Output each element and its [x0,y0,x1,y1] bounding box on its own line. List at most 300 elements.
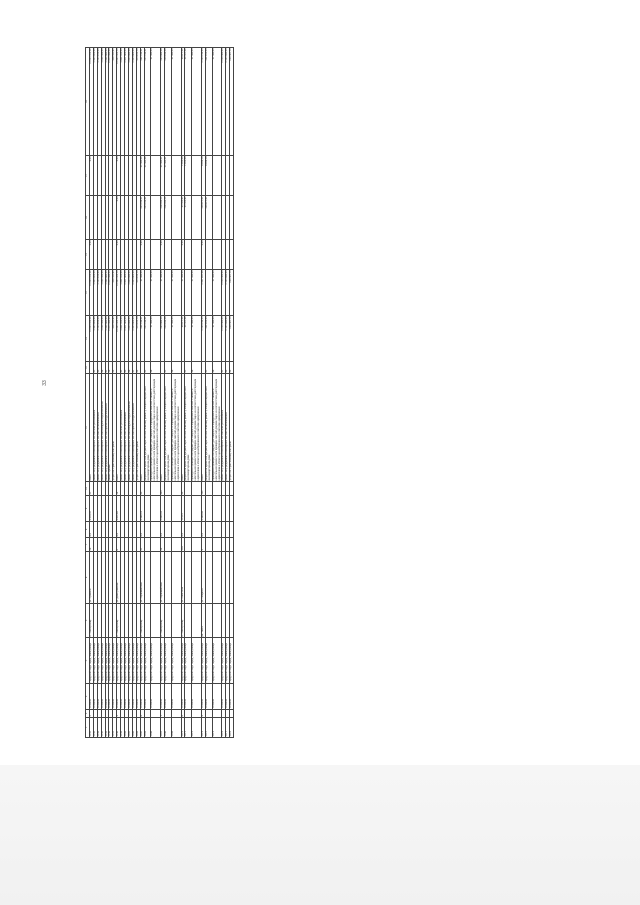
table-cell: Городской округ город Новокузнецк [97,638,101,684]
table-cell: Городской округ город Новокузнецк [89,638,93,684]
table-cell: 5 [202,538,206,552]
table-cell [230,496,234,522]
table-cell [144,496,151,522]
table-cell: 1 304 920,00 [93,48,97,156]
table-cell [165,496,172,522]
table-cell: Городской округ город Новокузнецк [165,638,172,684]
table-cell [212,604,222,638]
table-cell [212,496,222,522]
table-cell: 4 490 706,53 [202,48,206,156]
table-cell: 304 [161,482,165,496]
table-cell [192,710,202,718]
table-cell: 7705000 [151,684,161,710]
table-cell: 2 944 000,00 [109,316,113,362]
column-header: 9 [86,496,90,522]
table-cell: 57 460,00 [212,316,222,362]
table-cell: 11 933 443,20 [89,48,93,156]
table-cell: п. Новокузнецк [117,604,121,638]
table-cell [165,538,172,552]
table-cell [165,522,172,538]
table-cell: ул. Первомайская [161,552,165,604]
table-cell: 07 [105,362,109,374]
table-cell: 775,21 [181,496,185,522]
table-cell: 513 240,70 [136,316,140,362]
table-cell: 1757 [113,718,117,738]
table-cell: Городской округ город Новокузнецк [202,638,206,684]
table-cell [185,522,192,538]
table-cell: 7705000 [202,684,206,710]
table-cell: 1 154 240,00 [97,270,101,316]
table-cell: 06 [101,362,105,374]
table-cell [185,552,192,604]
table-cell: 11 933 443,20 [89,316,93,362]
table-cell: 1774 [205,718,212,738]
table-cell: 8,0 [117,522,121,538]
table-cell: 37 460,00 [171,316,181,362]
table-cell [205,552,212,604]
table-cell: 14 094 345,70 [117,270,121,316]
table-cell [212,240,222,270]
table-cell [144,538,151,552]
table-cell: услуги по строительному контролю [230,374,234,482]
table-cell: 29 [161,538,165,552]
table-cell: 7 [161,710,165,718]
table-cell [212,538,222,552]
table-cell: разработка проектной документации по капитальному ремонту общего имущества в многоквартирном доме [185,374,192,482]
table-cell: 4 025 820,00 [132,316,136,362]
table-cell: 57 460,00 [151,48,161,156]
table-cell [205,604,212,638]
table-cell [185,538,192,552]
table-cell [230,710,234,718]
table-cell: 513 240,70 [136,48,140,156]
table-cell: ремонт внутридомовых инженерных систем горячего водоснабжения [105,374,109,482]
table-cell: 5 611,83 [117,496,121,522]
table-cell: 22 [230,362,234,374]
table-cell [212,196,222,240]
table-cell: 04 [121,362,125,374]
table-cell: п. Новокузнецк [181,604,185,638]
table-cell: 1 209 490,00 [101,270,105,316]
table-cell: 1 304 920,00 [93,316,97,362]
table-cell: 39 517,39 [185,316,192,362]
table-cell: услуги по строительному контролю [113,374,117,482]
table-cell: 27 [140,538,144,552]
table-cell [144,710,151,718]
table-cell [205,538,212,552]
table-cell [230,522,234,538]
table-cell: 8,0 [161,522,165,538]
table-cell: 7705000 [113,684,117,710]
table-cell: 1777 [226,718,230,738]
rotated-table-wrapper [85,48,595,738]
table-cell: 1 209 490,00 [101,316,105,362]
table-cell [230,604,234,638]
table-cell: 07 [132,362,136,374]
table-cell: 11 933 443,20 [89,270,93,316]
table-cell: ремонт внутридомовых инженерных систем теплоснабжения [226,374,230,482]
table-cell [230,482,234,496]
table-cell: 33 [181,482,185,496]
table-cell: 249 511,64 [113,316,117,362]
table-cell: 1 943,06 [181,156,185,196]
table-cell: услуги по строительному контролю [136,374,140,482]
table-cell: 7705000 [109,684,113,710]
table-cell: 2 944 000,00 [109,270,113,316]
table-cell: ремонт внутридомовых инженерных систем теплоснабжения [97,374,101,482]
table-cell: Городской округ город Новокузнецк [151,638,161,684]
table-cell: 1764 [140,718,144,738]
table-cell: Городской округ город Новокузнецк [105,638,109,684]
table-cell: 7705000 [125,684,129,710]
table-cell: п. Новокузнецк [161,604,165,638]
table-cell [212,522,222,538]
table-cell: 424 158,57 [144,316,151,362]
table-cell: Городской округ город Новокузнецк [101,638,105,684]
table-cell: 04 [93,362,97,374]
table-cell: 8,0 [89,522,93,538]
table-cell: 8,0 [181,522,185,538]
table-cell: 1769 [171,718,181,738]
table-cell: 132 912,23 [205,316,212,362]
table-cell: 424 158,57 [144,48,151,156]
table-cell [171,538,181,552]
scan-bottom-margin [0,765,640,905]
table-cell: 2 226 390,00 [222,48,226,156]
column-header: 10 [86,482,90,496]
table-cell: 249 511,64 [113,48,117,156]
column-header: 4 [86,638,90,684]
table-cell: ремонт внутридомовых инженерных систем горячего водоснабжения [132,374,136,482]
table-cell: 1762 [132,718,136,738]
table-cell: 21 [89,482,93,496]
table-cell: 96 977,39 [181,48,185,156]
table-cell: 2 988,60 [202,496,206,522]
table-cell [230,196,234,240]
table-cell: 4 134 630,00 [226,270,230,316]
table-cell: 1767 [161,718,165,738]
table-cell: 1776 [222,718,226,738]
table-cell: Городской округ город Новокузнецк [185,638,192,684]
table-cell: 2 226 390,00 [222,270,226,316]
table-cell: 57 460,00 [212,48,222,156]
table-cell: 4 025 820,00 [132,270,136,316]
table-cell [144,552,151,604]
table-cell: 236 597,70 [230,270,234,316]
table-cell: 1 099 860,00 [105,270,109,316]
table-cell: 1 154 240,00 [97,48,101,156]
table-cell: 57 460,00 [192,48,202,156]
table-cell: 21 535,59 [144,156,151,196]
table-cell: 57 460,00 [161,270,165,316]
table-cell: 1 099 860,00 [105,316,109,362]
table-cell: 96 977,39 [181,316,185,362]
table-cell [205,710,212,718]
table-cell: 57 460,00 [212,270,222,316]
table-cell: 1 209 490,00 [101,48,105,156]
table-cell: рп. Тайга [202,604,206,638]
table-cell: 128 277,07 [202,196,206,240]
table-cell: 1 802 010,00 [121,270,125,316]
table-cell: 1775 [212,718,222,738]
table-cell [165,552,172,604]
table-cell: 1760 [125,718,129,738]
table-cell: 236 597,70 [230,48,234,156]
table-cell: 48 [89,538,93,552]
table-cell: 1759 [121,718,125,738]
table-cell: 1770 [181,718,185,738]
table-cell: 4 490 706,53 [202,316,206,362]
table-cell [212,482,222,496]
table-cell [205,522,212,538]
table-cell: 1771 [185,718,192,738]
table-cell: проведение проверки на предмет достоверности определения сметной стоимости капитального ремонта или проверки сметной документации на соответствие действующим нормативам в области ценообразования в сметном нормировании [212,374,222,482]
table-cell: 7705000 [226,684,230,710]
table-cell: 7705000 [185,684,192,710]
table-cell: 4 047 020,00 [125,48,129,156]
table-cell: ремонт внутридомовых инженерных систем холодного водоснабжения [101,374,105,482]
table-cell: Городской округ город Новокузнецк [222,638,226,684]
table-cell: всего [117,374,121,482]
page-number: 33 [41,380,48,386]
table-cell: всего [140,374,144,482]
table-cell: 14А [181,538,185,552]
table-cell: ремонт внутридомовых инженерных систем электроснабжения [222,374,226,482]
table-cell: проведение проверки на предмет достоверности определения сметной стоимости капитального ремонта или проверки сметной документации на соответствие действующим нормативам в области ценообразования в сметном нормировании [151,374,161,482]
column-header: 6 [86,552,90,604]
table-cell: 6 [117,538,121,552]
table-cell: 34 515,61 [181,196,185,240]
table-cell: 1758 [117,718,121,738]
table-cell [171,710,181,718]
table-cell: 1756 [109,718,113,738]
table-cell: 1 820 600,00 [128,270,132,316]
table-cell: 463 666,28 [161,48,165,156]
table-row [230,48,234,738]
table-cell: 1 943,06 [185,156,192,196]
table-cell [171,156,181,196]
table-cell [230,538,234,552]
table-cell: 19 [117,482,121,496]
table-cell: 1751 [89,718,93,738]
table-cell [144,482,151,496]
table-row [212,48,222,738]
table-cell: 7705000 [105,684,109,710]
table-cell: 0,00 [140,240,144,270]
table-cell: 10 [109,362,113,374]
table-cell: ул. Димитровская [117,552,121,604]
table-cell: 4 134 630,00 [226,48,230,156]
table-cell: разработка проектной документации по капитальному ремонту общего имущества в многоквартирном доме [205,374,212,482]
table-cell: 21 535,59 [140,156,144,196]
document-sheet [85,48,595,738]
table-row [171,48,181,738]
table-cell [165,604,172,638]
table-cell: 1752 [93,718,97,738]
table-cell [205,496,212,522]
table-cell: Городской округ город Новокузнецк [161,638,165,684]
table-cell: Городской округ город Новокузнецк [121,638,125,684]
table-cell [165,240,172,270]
table-cell: проведение проверки на предмет достоверности определения сметной стоимости капитального ремонта или проверки сметной документации на соответствие действующим нормативам в области ценообразования в сметном нормировании [171,374,181,482]
table-cell: п. Новокузнецк [140,604,144,638]
table-cell: 8,0 [140,522,144,538]
table-cell: 21 535,27 [165,156,172,196]
table-cell [151,710,161,718]
table-cell: Городской округ город Новокузнецк [109,638,113,684]
table-cell: 7705000 [165,684,172,710]
table-cell: 21 [144,362,151,374]
table-cell: 57 460,00 [151,316,161,362]
table-cell: всего [181,374,185,482]
table-cell: 21 535,27 [161,156,165,196]
table-cell: 8 946,16 [205,156,212,196]
table-cell: 0,00 [117,156,121,196]
table-cell: 4 899,18 [161,496,165,522]
table-cell: 463 666,28 [161,316,165,362]
table-cell: 1753 [97,718,101,738]
table-cell: 482 158,57 [140,48,144,156]
table-cell: 21 [165,362,172,374]
table-cell: разработка проектной документации по капитальному ремонту общего имущества в многоквартирном доме [165,374,172,482]
table-cell [171,552,181,604]
table-cell: 14 094 345,70 [117,316,121,362]
table-cell [171,522,181,538]
column-header: 8 [86,522,90,538]
table-cell: Городской округ город Новокузнецк [117,638,121,684]
table-cell: 128 277,07 [205,196,212,240]
table-cell: Городской округ город Новокузнецк [226,638,230,684]
table-cell: 95 [140,482,144,496]
table-cell [185,240,192,270]
table-cell: 0,00 [89,240,93,270]
table-cell: 7705000 [222,684,226,710]
table-cell: 249 511,64 [113,270,117,316]
table-cell: 426 206,28 [165,48,172,156]
table-cell: 57 460,00 [181,270,185,316]
table-cell [185,496,192,522]
table-cell [144,522,151,538]
table-cell: 409 922,11 [165,196,172,240]
table-cell: 1765 [144,718,151,738]
table-cell: 7705000 [171,684,181,710]
table-cell: 1 820 600,00 [128,48,132,156]
table-cell: Городской округ город Новокузнецк [113,638,117,684]
table-cell: 0,00 [89,156,93,196]
table-cell [185,482,192,496]
table-cell [171,240,181,270]
table-cell: 7705000 [136,684,140,710]
table-cell: 7705000 [121,684,125,710]
table-cell: 6 [140,710,144,718]
table-cell [205,240,212,270]
table-cell: ремонт внутридомовых инженерных систем электроснабжения [93,374,97,482]
table-cell: 57 460,00 [140,270,144,316]
table-cell: 4 [89,710,93,718]
table-cell: 96 [171,362,181,374]
table-cell: 06 [128,362,132,374]
table-cell: всего [89,374,93,482]
table-cell: 1755 [105,718,109,738]
table-cell: 9 [202,710,206,718]
table-cell: 1763 [136,718,140,738]
table-cell: 0,00 [181,240,185,270]
column-header: 2 [86,710,90,718]
table-cell: Городской округ город Новокузнецк [144,638,151,684]
table-cell: проведение проверки на предмет достоверности определения сметной стоимости капитального ремонта или проверки сметной документации на соответствие действующим нормативам в области ценообразования в сметном нормировании [192,374,202,482]
table-cell: 1761 [128,718,132,738]
table-cell: Городской округ город Новокузнецк [205,638,212,684]
table-cell: 7705000 [144,684,151,710]
table-cell: 4 337 267,28 [202,270,206,316]
table-cell: 96 [212,362,222,374]
table-cell: 7705000 [89,684,93,710]
table-cell: Городской округ город Новокузнецк [181,638,185,684]
table-cell: 513 240,70 [136,270,140,316]
table-cell: 132 912,23 [205,48,212,156]
column-header: 14 [86,270,90,316]
table-cell: 14 094 345,70 [117,48,121,156]
table-cell: 2 226 390,00 [222,316,226,362]
table-cell: 7705000 [205,684,212,710]
table-cell [230,156,234,196]
table-cell [165,710,172,718]
column-header: 11 [86,374,90,482]
table-cell: Городской округ город Новокузнецк [192,638,202,684]
table-cell: Городской округ город Новокузнецк [136,638,140,684]
table-cell: Городской округ город Новокузнецк [128,638,132,684]
table-cell: 1768 [165,718,172,738]
table-cell: 21 [185,362,192,374]
column-header: 13 [86,316,90,362]
table-cell [144,604,151,638]
table-cell: ул. Советская [181,552,185,604]
table-cell: Городской округ город Новокузнецк [212,638,222,684]
table-cell: 1766 [151,718,161,738]
column-header: 15 [86,240,90,270]
table-cell: 1778 [230,718,234,738]
column-header: 17 [86,156,90,196]
table-cell: 4 047 020,00 [125,270,129,316]
column-header: 1 [86,718,90,738]
table-cell: 426 206,28 [165,316,172,362]
table-cell: 96 [151,362,161,374]
table-cell: ремонт крыши [109,374,113,482]
table-cell: 37 460,00 [171,270,181,316]
table-cell: 4 025 820,00 [132,48,136,156]
table-body [89,48,233,738]
table-cell: 4 047 020,00 [125,316,129,362]
table-cell: 0,00 [117,196,121,240]
table-cell: 7705000 [101,684,105,710]
table-cell: 8 946,16 [202,156,206,196]
table-cell: 57 460,00 [151,270,161,316]
table-cell [144,240,151,270]
table-cell [171,604,181,638]
table-cell: 405 796,57 [144,196,151,240]
table-cell: 02 [226,362,230,374]
table-cell [212,710,222,718]
column-header: 18 [86,48,90,156]
table-cell: 131 [202,482,206,496]
table-cell: 22 [136,362,140,374]
column-header: 16 [86,196,90,240]
table-cell: 7705000 [140,684,144,710]
table-cell: 22 [113,362,117,374]
table-cell: 96 [192,362,202,374]
table-cell [185,710,192,718]
table-cell: разработка проектной документации по капитальному ремонту общего имущества в многоквартирном доме [144,374,151,482]
